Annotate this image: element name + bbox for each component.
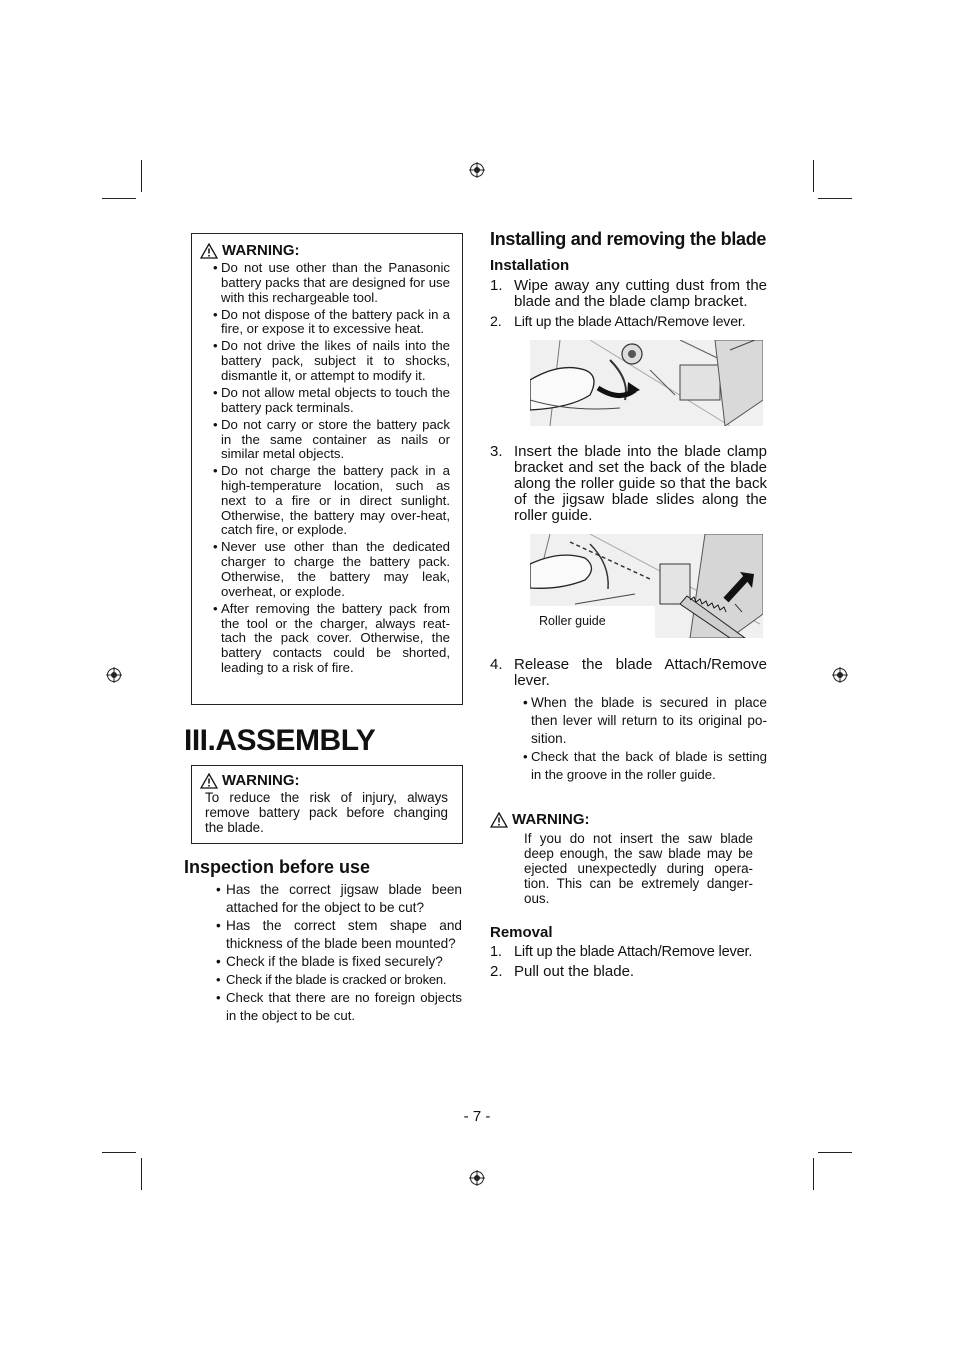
registration-mark-icon — [469, 1170, 485, 1186]
removal-steps — [490, 944, 770, 980]
list-item: • Check if the blade is cracked or broken. — [226, 971, 462, 989]
list-item: • Do not carry or store the battery pack in the same container as nails or similar metal objects. — [221, 418, 450, 462]
list-item: 1. Wipe away any cutting dust from the blade and the blade clamp bracket. — [490, 277, 767, 310]
battery-warning-box — [191, 233, 463, 705]
removal-heading: Removal — [490, 924, 553, 941]
crop-mark — [141, 1158, 142, 1190]
list-item: • Check that there are no foreign objects in the object to be cut. — [226, 989, 462, 1025]
blade-warning-heading: WARNING: — [490, 811, 590, 828]
registration-mark-icon — [832, 667, 848, 683]
crop-mark — [818, 1152, 852, 1153]
installation-steps-1-2 — [490, 277, 767, 330]
battery-warning-list — [221, 261, 450, 676]
figure-insert-blade — [530, 534, 763, 638]
registration-mark-icon — [469, 162, 485, 178]
list-item: • Do not charge the battery pack in a high-temperature location, such as next to a fire or in direct sunlight. Otherwise, the battery may over-heat, catch fire, or explode. — [221, 464, 450, 538]
roller-guide-label: Roller guide — [539, 614, 606, 628]
list-item: • Check that the back of blade is setting in the groove in the roller guide. — [531, 748, 767, 784]
assembly-warning-text: To reduce the risk of injury, always remove battery pack before changing the blade. — [205, 790, 448, 835]
list-item: • Do not use other than the Panasonic battery packs that are designed for use with this rechargeable tool. — [221, 261, 450, 305]
list-item: • Do not dispose of the battery pack in a fire, or expose it to excessive heat. — [221, 308, 450, 338]
list-item: • Check if the blade is fixed securely? — [226, 953, 462, 971]
step-4-notes — [531, 694, 767, 784]
list-item: • Never use other than the dedicated charger to charge the battery pack. Otherwise, the battery may leak, overheat, or explode. — [221, 540, 450, 599]
installation-step-4 — [490, 656, 767, 689]
page-number: - 7 - — [463, 1108, 491, 1125]
warning-triangle-icon — [200, 243, 218, 259]
warning-heading: WARNING: — [200, 242, 450, 259]
list-item: • Has the correct jigsaw blade been attached for the object to be cut? — [226, 881, 462, 917]
inspection-section — [226, 881, 462, 1025]
list-item: 1. Lift up the blade Attach/Remove lever. — [490, 944, 753, 960]
list-item: • Has the correct stem shape and thickness of the blade been mounted? — [226, 917, 462, 953]
warning-heading: WARNING: — [200, 772, 448, 789]
crop-mark — [813, 1158, 814, 1190]
registration-mark-icon — [106, 667, 122, 683]
list-item: 2. Pull out the blade. — [490, 963, 635, 980]
installation-step-3 — [490, 443, 767, 524]
list-item: • When the blade is secured in place then lever will return to its original po-sition. — [531, 694, 767, 748]
crop-mark — [102, 1152, 136, 1153]
crop-mark — [141, 160, 142, 192]
warning-triangle-icon — [490, 812, 508, 828]
blade-heading: Installing and removing the blade — [490, 229, 767, 249]
figure-lift-lever — [530, 340, 763, 426]
list-item: • After removing the battery pack from the tool or the charger, always reat-tach the pack cover. Otherwise, the battery contacts could be shorted, leading to a risk of fire. — [221, 602, 450, 676]
list-item: 2. Lift up the blade Attach/Remove lever. — [490, 314, 746, 330]
blade-warning-text: If you do not insert the saw blade deep enough, the saw blade may be ejected unexpectedly during opera-tion. This can be extremely danger-ous. — [524, 831, 753, 906]
installation-heading: Installation — [490, 257, 570, 274]
crop-mark — [102, 198, 136, 199]
list-item: 3. Insert the blade into the blade clamp bracket and set the back of the blade along the roller guide so that the back of the jigsaw blade slides along the roller guide. — [490, 443, 767, 524]
list-item: • Do not drive the likes of nails into the battery pack, subject it to shocks, dismantle it, or attempt to modify it. — [221, 339, 450, 383]
crop-mark — [818, 198, 852, 199]
list-item: • Do not allow metal objects to touch the battery pack terminals. — [221, 386, 450, 416]
warning-triangle-icon — [200, 773, 218, 789]
inspection-list — [226, 881, 462, 1025]
lever-illustration-icon — [530, 340, 763, 426]
list-item: 4. Release the blade Attach/Remove lever. — [490, 656, 767, 689]
crop-mark — [813, 160, 814, 192]
assembly-warning-box — [191, 765, 463, 844]
section-heading-assembly: III.ASSEMBLY — [184, 724, 376, 757]
inspection-heading: Inspection before use — [184, 857, 371, 877]
